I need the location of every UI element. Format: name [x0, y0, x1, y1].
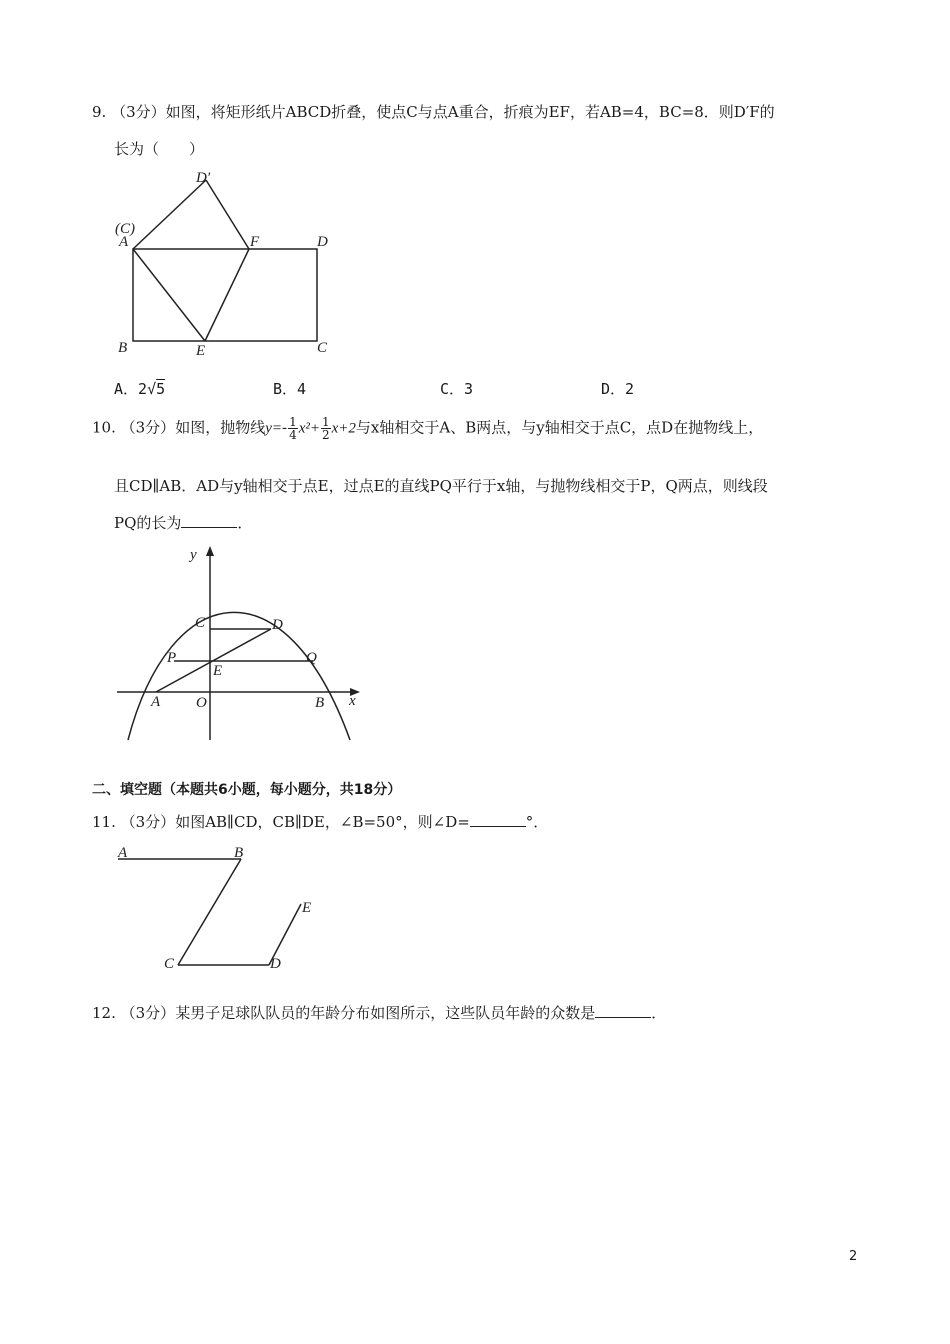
q9-label-c: C [317, 340, 328, 356]
q9-label-e: E [196, 343, 206, 359]
q9-score: （3分） [111, 103, 166, 121]
q10-eq-x2: x²+ [298, 420, 320, 437]
q10-label-e: E [213, 663, 223, 679]
q9-segment-ae [133, 249, 205, 341]
y-axis-arrow-icon [206, 546, 214, 556]
q10-frac2-num: 1 [321, 415, 330, 429]
q10-eq-minus: - [281, 418, 288, 437]
q9-option-a-value: 2 [138, 380, 148, 398]
q9-option-d-value: 2 [625, 380, 635, 398]
q9-segment-ad-prime [133, 180, 206, 249]
q11-number: 11. [92, 813, 116, 831]
q9-option-b-label: B． [273, 380, 298, 398]
q10-frac1-num: 1 [289, 415, 297, 429]
q9-label-dprime: D′ [196, 170, 211, 186]
q11-text: 如图AB∥CD，CB∥DE，∠B=50°，则∠D= [175, 813, 470, 831]
q9-option-d [601, 378, 634, 399]
q10-line1 [92, 416, 763, 441]
q11-label-d: D [270, 956, 281, 972]
q9-option-b-value: 4 [297, 380, 307, 398]
q11-score: （3分） [120, 813, 176, 831]
q9-label-a: A [119, 234, 129, 250]
q10-parabola-figure [110, 540, 370, 750]
q10-eq-y: y= [265, 420, 282, 437]
q9-option-b [273, 378, 306, 399]
q10-label-b: B [315, 695, 325, 711]
q10-eq-tail: x+2 [331, 420, 356, 437]
q11-label-b: B [234, 845, 244, 861]
q10-label-x: x [349, 693, 356, 709]
q9-number: 9. [92, 103, 107, 121]
q12-tail: ． [651, 1004, 667, 1022]
q9-segment-dprime-f [206, 180, 249, 249]
q10-frac-half [321, 416, 331, 441]
q11-label-a: A [118, 845, 128, 861]
q10-frac2-den: 2 [321, 428, 330, 442]
section-title: 二、填空题（本题共6小题，每小题分，共18分） [92, 782, 402, 798]
q9-segment-fe [205, 249, 249, 341]
q12-number: 12. [92, 1004, 116, 1022]
q10-frac-quarter [288, 416, 298, 441]
q9-option-c-label: C． [440, 380, 465, 398]
q9-option-c-value: 3 [464, 380, 474, 398]
q10-label-a: A [151, 694, 161, 710]
q9-label-c-paren: (C) [115, 221, 135, 237]
q9-label-f: F [250, 234, 260, 250]
sqrt-icon: √ [147, 380, 157, 398]
q10-score: （3分） [120, 418, 176, 437]
q10-label-c: C [195, 615, 206, 631]
q11-label-e: E [302, 900, 312, 916]
q11-answer-blank[interactable] [470, 812, 526, 827]
q9-option-a [114, 378, 165, 399]
q10-answer-blank[interactable] [181, 513, 237, 528]
q10-label-o: O [196, 695, 207, 711]
q9-line1 [92, 101, 775, 122]
q10-number: 10. [92, 418, 116, 437]
q11-label-c: C [164, 956, 175, 972]
q10-text-post: 与x轴相交于A、B两点，与y轴相交于点C，点D在抛物线上， [355, 418, 764, 437]
q9-option-c [440, 378, 473, 399]
q11-parallel-lines-figure [110, 840, 340, 980]
q9-option-a-radicand: 5 [156, 380, 166, 398]
q9-line2: 长为（ ） [114, 140, 205, 158]
q10-line3-text: PQ的长为 [114, 514, 182, 532]
q10-label-p: P [167, 650, 177, 666]
q10-line3-end: ． [237, 514, 253, 532]
q9-option-a-label: A． [114, 380, 139, 398]
q9-rectangle-fold-figure [110, 165, 340, 365]
q12-text: 某男子足球队队员的年龄分布如图所示，这些队员年龄的众数是 [175, 1004, 596, 1022]
q10-parabola-curve [128, 612, 350, 740]
q10-line3 [114, 512, 252, 533]
q10-label-q: Q [306, 650, 317, 666]
q10-text-pre: 如图，抛物线 [175, 418, 266, 437]
q12-score: （3分） [120, 1004, 176, 1022]
q10-label-y: y [190, 547, 197, 563]
q11-line [92, 811, 548, 832]
q11-segment-bc [178, 859, 241, 965]
q12-answer-blank[interactable] [595, 1003, 651, 1018]
q9-label-d: D [317, 234, 328, 250]
q12-line [92, 1002, 666, 1023]
q9-option-d-label: D． [601, 380, 626, 398]
q9-label-b: B [118, 340, 128, 356]
q11-tail: °． [525, 813, 549, 831]
q10-label-d: D [272, 617, 283, 633]
page-number: 2 [849, 1249, 858, 1264]
q10-frac1-den: 4 [289, 428, 297, 442]
q10-line2: 且CD∥AB．AD与y轴相交于点E，过点E的直线PQ平行于x轴，与抛物线相交于P，Q两点，则线段 [114, 477, 768, 495]
q9-text-line1: 如图，将矩形纸片ABCD折叠，使点C与点A重合，折痕为EF，若AB=4，BC=8．则D′F的 [165, 103, 775, 121]
q9-rect-abcd [133, 249, 317, 341]
